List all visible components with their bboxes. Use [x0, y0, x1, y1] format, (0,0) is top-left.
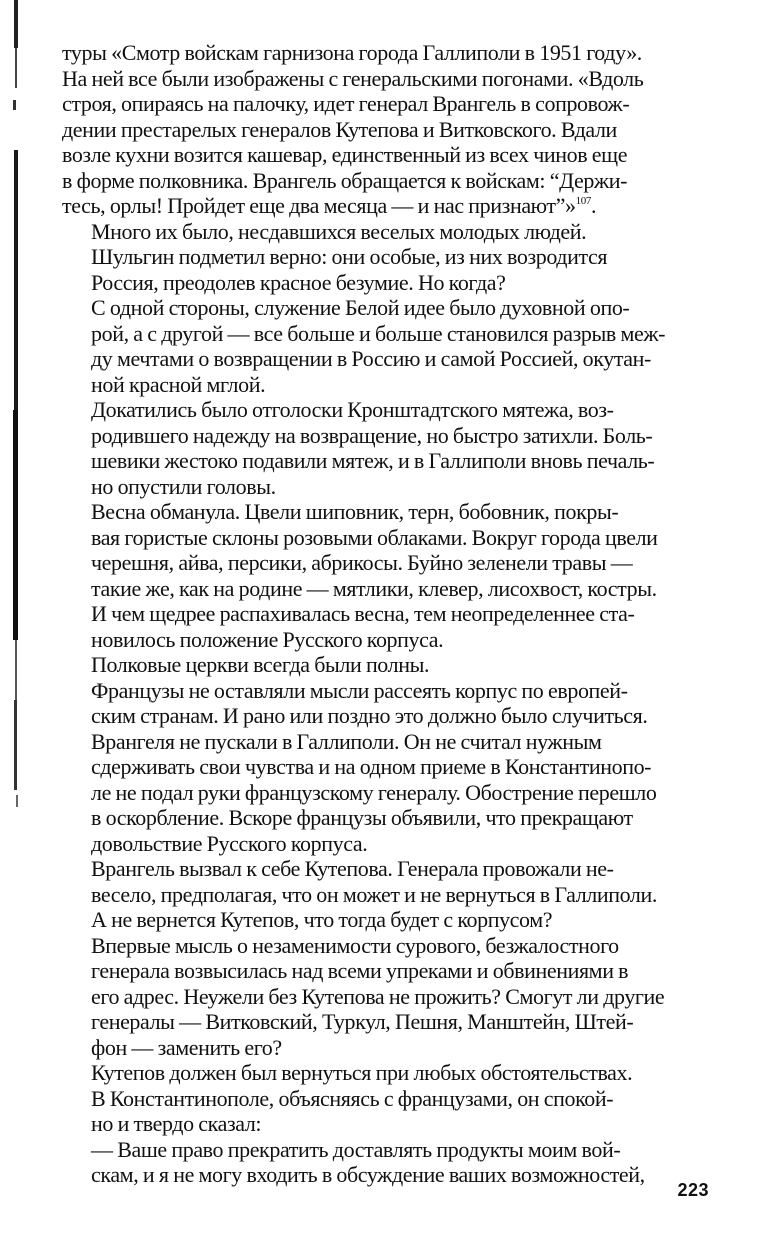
text-line: А не вернется Кутепов, что тогда будет с корпусом? [91, 907, 553, 932]
paragraph [62, 601, 710, 652]
text-line: тесь, орлы! Пройдет еще два месяца — и нас признают”»$^{107}$. [62, 193, 597, 218]
page-number: 223 [677, 1180, 709, 1200]
text-line: новилось положение Русского корпуса. [91, 626, 444, 652]
text-line: дении престарелых генералов Кутепова и Витковского. Вдали [62, 116, 617, 142]
text-line: Весна обманула. Цвели шиповник, терн, бобовник, покры- [91, 499, 619, 524]
text-line: ским странам. И рано или поздно это должно было случиться. [91, 703, 648, 728]
paragraph [62, 678, 710, 729]
text-line: весело, предполагая, что он может и не вернуться в Галлиполи. [91, 881, 657, 907]
paragraph [62, 219, 710, 245]
paragraph [62, 397, 710, 499]
text-line: Полковые церкви всегда были полны. [91, 652, 430, 677]
text-line: туры «Смотр войскам гарнизона города Галлиполи в 1951 году». [62, 40, 642, 65]
text-line: довольствие Русского корпуса. [91, 830, 368, 856]
text-line: Впервые мысль о незаменимости сурового, безжалостного [91, 932, 619, 958]
scan-binding-edge [8, 0, 22, 820]
text-line: Кутепов должен был вернуться при любых обстоятельствах. [91, 1060, 633, 1085]
text-line: возле кухни возится кашевар, единственный из всех чинов еще [62, 142, 628, 167]
text-line: в оскорбление. Вскоре французы объявили, что прекращают [91, 805, 633, 830]
text-line: сдерживать свои чувства и на одном приеме в Константинопо- [91, 754, 652, 779]
text-line: ле не подал руки французскому генералу. Обострение перешло [91, 779, 657, 805]
text-line: черешня, айва, персики, абрикосы. Буйно зеленели травы — [91, 550, 633, 575]
text-line: Россия, преодолев красное безумие. Но когда? [91, 269, 506, 295]
text-line: вая гористые склоны розовыми облаками. Вокруг города цвели [91, 524, 658, 550]
paragraph [62, 933, 710, 1061]
text-line: На ней все были изображены с генеральскими погонами. «Вдоль [62, 65, 644, 91]
text-line: шевики жестоко подавили мятеж, и в Галлиполи вновь печаль- [91, 448, 655, 473]
paragraph [62, 652, 710, 678]
paragraph [62, 1060, 710, 1086]
paragraph [62, 40, 710, 219]
text-line: Врангель вызвал к себе Кутепова. Генерала провожали не- [91, 856, 614, 881]
paragraph [62, 1086, 710, 1137]
text-line: но и твердо сказал: [91, 1111, 262, 1136]
text-line: но опустили головы. [91, 473, 276, 499]
footnote-marker: 107 [575, 195, 591, 207]
text-line: фон — заменить его? [91, 1034, 282, 1060]
paragraph [62, 1137, 710, 1188]
text-line: генералы — Витковский, Туркул, Пешня, Манштейн, Штей- [91, 1009, 634, 1034]
page-body [62, 40, 710, 1188]
text-line: С одной стороны, служение Белой идее было духовной опо- [91, 295, 630, 320]
text-line: строя, опираясь на палочку, идет генерал Врангель в сопровож- [62, 91, 630, 116]
paragraph [62, 499, 710, 601]
text-line: И чем щедрее распахивалась весна, тем неопределеннее ста- [91, 601, 635, 626]
text-line: Шульгин подметил верно: они особые, из них возродится [91, 244, 608, 269]
text-line: рой, а с другой — все больше и больше становился разрыв меж- [91, 320, 666, 346]
text-line: его адрес. Неужели без Кутепова не прожить? Смогут ли другие [91, 983, 665, 1009]
paragraph [62, 244, 710, 295]
text-line: Врангеля не пускали в Галлиполи. Он не считал нужным [91, 728, 602, 754]
paragraph [62, 729, 710, 857]
paragraph [62, 295, 710, 397]
text-line: Докатились было отголоски Кронштадтского мятежа, воз- [91, 397, 614, 422]
text-line: генерала возвысилась над всеми упреками и обвинениями в [91, 958, 629, 983]
text-line: В Константинополе, объясняясь с французами, он спокой- [91, 1085, 614, 1111]
paragraph [62, 856, 710, 933]
text-line: такие же, как на родине — мятлики, клевер, лисохвост, костры. [91, 575, 657, 601]
text-line: ной красной мглой. [91, 371, 266, 397]
text-line: Много их было, несдавшихся веселых молодых людей. [91, 218, 587, 244]
text-line: Французы не оставляли мысли рассеять корпус по европей- [91, 677, 628, 703]
text-line: в форме полковника. Врангель обращается к войскам: “Держи- [62, 167, 628, 193]
text-line: родившего надежду на возвращение, но быстро затихли. Боль- [91, 422, 653, 448]
text-line: ду мечтами о возвращении в Россию и самой Россией, окутан- [91, 346, 651, 371]
text-line: скам, и я не могу входить в обсуждение ваших возможностей, [91, 1162, 645, 1187]
text-line: — Ваше право прекратить доставлять продукты моим вой- [91, 1136, 621, 1162]
